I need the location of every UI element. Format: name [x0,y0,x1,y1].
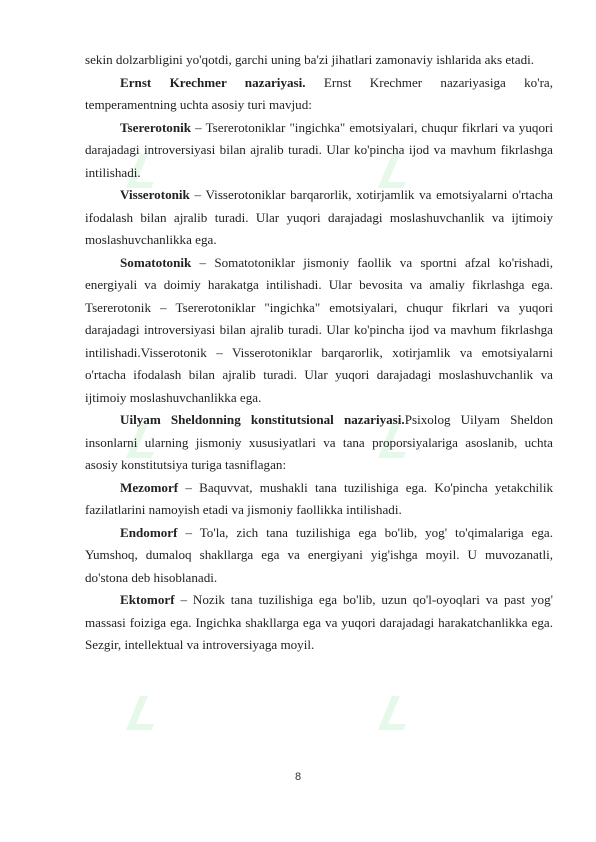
paragraph [85,409,553,477]
body-text [85,49,553,657]
paragraph [85,117,553,185]
green-logo-watermark-icon [118,690,164,736]
green-logo-watermark-icon [370,690,416,736]
paragraph [85,184,553,252]
paragraph [85,72,553,117]
paragraph-term: Visserotonik [120,187,190,202]
paragraph-term: Endomorf [120,524,178,540]
paragraph-text: Ernst Krechmer nazariyasiga ko'ra, temperamentning uchta asosiy turi mavjud: [85,74,554,112]
paragraph-text: – Somatotoniklar jismoniy faollik va sportni afzal ko'rishadi, energiyali va doimiy harakatga intilishadi. Ular bevosita va amaliy fikrlashga ega. Tsererotonik – Tsererotoniklar "ingichka" emotsiyalari, chuqur fikrlari va yuqori darajadagi introversiyasi bilan ajralib turadi. Ular ko'pincha ijod va mavhum fikrlashga intilishadi.Visserotonik – Visserotoniklar barqarorlik, xotirjamlik va emotsiyalarni o'rtacha ifodalash bilan ajralib turadi. Ular yuqori darajadagi moslashuvchanlik va ijtimoiy moslashuvchanlikka ega. [85,254,553,405]
paragraph-text: Psixolog Uilyam Sheldon insonlarni ularning jismoniy xususiyatlari va tana proporsiyalariga asoslanib, uchta asosiy konstitutsiya turiga tasniflagan: [85,412,553,472]
paragraph-text: – Baquvvat, mushakli tana tuzilishiga ega. Ko'pincha yetakchilik fazilatlarini namoyish etadi va jismoniy faollikka intilishadi. [85,479,553,517]
paragraph-text: – Visserotoniklar barqarorlik, xotirjamlik va emotsiyalarni o'rtacha ifodalash bilan ajralib turadi. Ular yuqori darajadagi moslashuvchanlik va ijtimoiy moslashuvchanlikka ega. [85,187,553,247]
paragraph-term: Tsererotonik [120,119,192,135]
paragraph-text: sekin dolzarbligini yo'qotdi, garchi uning ba'zi jihatlari zamonaviy ishlarida aks etadi. [85,52,535,67]
paragraph [85,252,553,410]
paragraph [85,589,553,657]
paragraph [85,522,553,590]
paragraph-term: Uilyam Sheldonning konstitutsional nazariyasi. [120,412,405,427]
paragraph [85,49,553,72]
paragraph [85,477,553,522]
paragraph-text: – Nozik tana tuzilishiga ega bo'lib, uzun qo'l-oyoqlari va past yog' massasi foiziga ega. Ingichka shakllarga ega va yuqori darajadagi harakatchanlikka ega. Sezgir, intellektual va introversiyaga moyil. [85,592,553,652]
paragraph-text: – To'la, zich tana tuzilishiga ega bo'lib, yog' to'qimalariga ega. Yumshoq, dumaloq shakllarga ega va energiyani yig'ishga moyil. U muvozanatli, do'stona deb hisoblanadi. [85,524,553,585]
page-number: 8 [294,771,302,783]
paragraph-term: Ernst Krechmer nazariyasi. [120,74,306,90]
paragraph-term: Somatotonik [120,254,192,270]
paragraph-text: – Tsererotoniklar "ingichka" emotsiyalari, chuqur fikrlari va yuqori darajadagi introversiyasi bilan ajralib turadi. Ular ko'pincha ijod va mavhum fikrlashga intilishadi. [85,119,553,180]
paragraph-term: Mezomorf [120,479,179,495]
paragraph-term: Ektomorf [120,592,175,607]
